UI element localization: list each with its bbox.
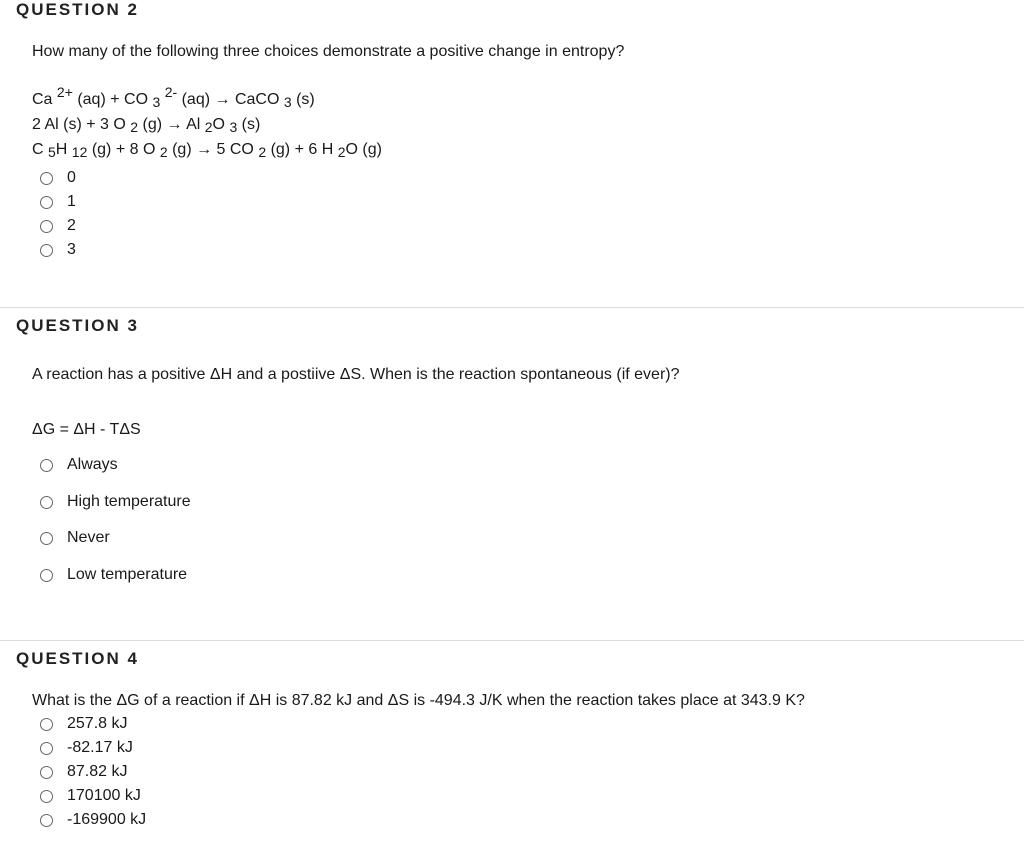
equation-segment: 2 <box>204 119 213 135</box>
q2-option-1[interactable] <box>40 191 76 213</box>
question-3-heading: QUESTION 3 <box>16 316 139 335</box>
equation-segment: 3 <box>152 94 161 110</box>
equation-segment: 2 <box>130 119 139 135</box>
q4-option-170100[interactable] <box>40 785 141 807</box>
equation-segment: (aq) → CaCO <box>177 91 284 108</box>
equation-segment: Ca <box>32 91 57 108</box>
equation-2 <box>32 116 260 134</box>
equation-segment: 2- <box>164 84 178 100</box>
equation-segment: (g) → Al <box>138 116 205 133</box>
question-3-text: A reaction has a positive ΔH and a postiive ΔS. When is the reaction spontaneous (if ever)? <box>32 366 680 383</box>
q2-option-0[interactable] <box>40 167 76 189</box>
option-label: Low temperature <box>67 566 188 583</box>
q4-option-neg-169900[interactable] <box>40 809 146 831</box>
q4-option-257-8[interactable] <box>40 713 127 735</box>
radio-button[interactable] <box>40 244 53 257</box>
radio-button[interactable] <box>40 742 53 755</box>
radio-button[interactable] <box>40 496 53 509</box>
section-divider <box>0 307 1024 308</box>
equation-segment: (aq) + CO <box>72 91 153 108</box>
option-label: 1 <box>67 193 76 210</box>
equation-segment: (s) <box>291 91 315 108</box>
question-4-heading: QUESTION 4 <box>16 649 139 668</box>
q3-option-low-temperature[interactable] <box>40 564 187 586</box>
q3-option-high-temperature[interactable] <box>40 491 191 513</box>
section-divider <box>0 640 1024 641</box>
question-4-text: What is the ΔG of a reaction if ΔH is 87.82 kJ and ΔS is -494.3 J/K when the reaction takes place at 343.9 K? <box>32 692 805 709</box>
option-label: 3 <box>67 241 76 258</box>
equation-segment: (g) + 6 H <box>266 141 338 158</box>
question-2-text: How many of the following three choices demonstrate a positive change in entropy? <box>32 43 625 60</box>
equation-segment: (g) → 5 CO <box>167 141 259 158</box>
q3-option-never[interactable] <box>40 527 110 549</box>
equation-3 <box>32 141 382 159</box>
equation-segment: (g) + 8 O <box>87 141 160 158</box>
radio-button[interactable] <box>40 766 53 779</box>
radio-button[interactable] <box>40 196 53 209</box>
equation-segment: 2 <box>337 144 346 160</box>
equation-segment: 5 <box>48 144 56 160</box>
equation-segment: 2 Al (s) + 3 O <box>32 116 131 133</box>
equation-segment: 3 <box>229 119 238 135</box>
option-label: -82.17 kJ <box>67 739 133 756</box>
gibbs-formula: ΔG = ΔH - TΔS <box>32 421 141 438</box>
option-label: 2 <box>67 217 76 234</box>
radio-button[interactable] <box>40 532 53 545</box>
option-label: 257.8 kJ <box>67 715 128 732</box>
equation-segment: O <box>212 116 230 133</box>
equation-segment: 12 <box>71 144 88 160</box>
option-label: 170100 kJ <box>67 787 141 804</box>
q2-option-2[interactable] <box>40 215 76 237</box>
radio-button[interactable] <box>40 172 53 185</box>
equation-segment: 2 <box>258 144 267 160</box>
q4-option-neg-82-17[interactable] <box>40 737 133 759</box>
question-2-heading: QUESTION 2 <box>16 0 139 19</box>
radio-button[interactable] <box>40 459 53 472</box>
equation-segment: C <box>32 141 48 158</box>
option-label: Always <box>67 456 118 473</box>
equation-segment: (s) <box>237 116 261 133</box>
q2-option-3[interactable] <box>40 239 76 261</box>
radio-button[interactable] <box>40 220 53 233</box>
equation-segment: O (g) <box>345 141 382 158</box>
equation-segment: H <box>55 141 72 158</box>
option-label: 0 <box>67 169 76 186</box>
option-label: High temperature <box>67 493 191 510</box>
q3-option-always[interactable] <box>40 454 118 476</box>
option-label: -169900 kJ <box>67 811 147 828</box>
equation-1 <box>32 84 315 110</box>
option-label: Never <box>67 529 110 546</box>
equation-segment: 3 <box>283 94 292 110</box>
radio-button[interactable] <box>40 718 53 731</box>
q4-option-87-82[interactable] <box>40 761 127 783</box>
radio-button[interactable] <box>40 790 53 803</box>
radio-button[interactable] <box>40 569 53 582</box>
option-label: 87.82 kJ <box>67 763 128 780</box>
equation-segment: 2 <box>159 144 168 160</box>
equation-segment: 2+ <box>56 84 73 100</box>
radio-button[interactable] <box>40 814 53 827</box>
